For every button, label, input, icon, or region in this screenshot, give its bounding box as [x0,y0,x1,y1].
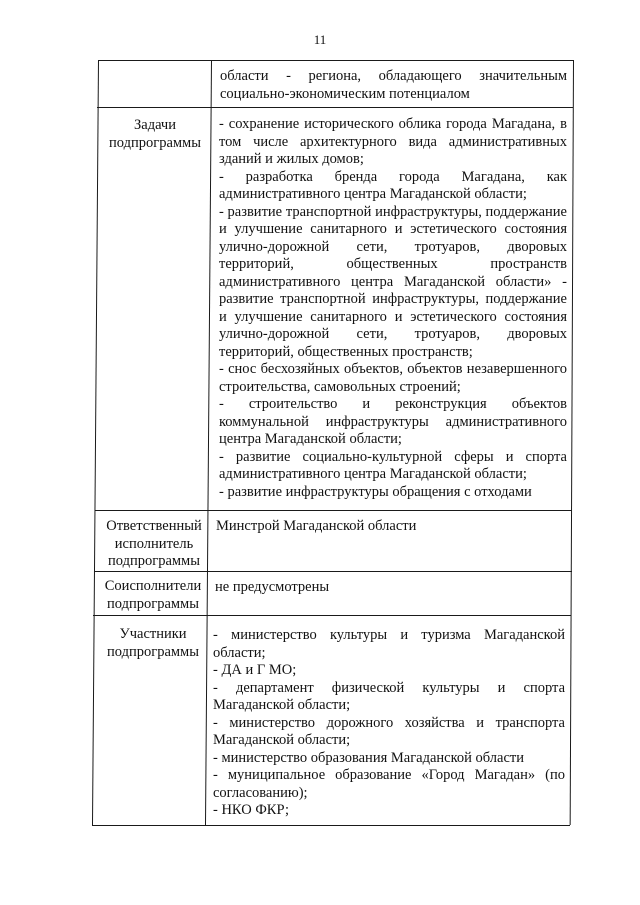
text-line: административного центра Магаданской области» - [219,273,567,290]
label-line: подпрограммы [107,595,199,612]
text-line: улично-дорожной сети, тротуаров, дворовых [219,326,567,342]
row-3-value [216,518,566,536]
text-line: коммунальной инфраструктуры административного [219,413,567,430]
text-line: и улучшение санитарного и эстетического состояния [219,221,567,237]
text-line: - министерство образования Магаданской области [213,749,525,766]
row-divider [95,510,572,511]
row-divider [97,107,573,108]
table-right-border [570,60,574,825]
text-line: - НКО ФКР; [213,802,290,818]
row-divider [94,571,572,572]
text-line: административного центра Магаданской области; [219,466,527,482]
text-line: развитие транспортной инфраструктуры, поддержание [219,291,567,307]
row-2-value [219,116,567,501]
label-line: исполнитель [114,535,194,552]
table-bottom-border [92,825,570,826]
row-1-value [220,68,567,103]
text-line: - разработка бренда города Магадана, как [219,168,567,185]
text-line: зданий и жилых домов; [219,151,364,167]
column-divider [205,60,212,825]
label-line: подпрограммы [108,553,200,569]
table-top-border [98,60,574,61]
text-line: области; [213,644,266,661]
text-line: территорий, общественных пространств; [219,343,473,360]
text-line: области - региона, обладающего значительным [220,68,567,84]
text-line: согласованию); [213,784,308,801]
text-line: и улучшение санитарного и эстетического состояния [219,308,567,325]
text-line: - развитие инфраструктуры обращения с отходами [219,483,532,500]
text-line: Минстрой Магаданской области [216,518,417,534]
text-line: - министерство дорожного хозяйства и транспорта [213,714,565,731]
row-4-value [215,579,565,597]
text-line: - снос бесхозяйных объектов, объектов незавершенного [219,361,567,377]
subprogram-passport-table [92,60,574,825]
text-line: не предусмотрены [215,579,330,595]
text-line: социально-экономическим потенциалом [220,85,470,102]
text-line: административного центра Магаданской области; [219,186,527,202]
text-line: - развитие социально-культурной сферы и спорта [219,448,567,465]
label-line: подпрограммы [107,643,199,660]
text-line: строительства, самовольных строений; [219,378,461,395]
text-line: - сохранение исторического облика города Магадана, в [219,116,567,132]
text-line: Магаданской области; [213,697,351,713]
text-line: - муниципальное образование «Город Магадан» (по [213,767,565,783]
text-line: - развитие транспортной инфраструктуры, поддержание [219,203,567,220]
text-line: территорий, общественных пространств [219,256,567,272]
row-divider [93,615,571,616]
text-line: центра Магаданской области; [219,431,402,447]
label-line: Участники [119,626,187,642]
row-3-label [100,518,208,571]
label-line: подпрограммы [109,134,201,151]
label-line: Задачи [134,117,176,133]
text-line: улично-дорожной сети, тротуаров, дворовых [219,238,567,255]
label-line: Ответственный [106,518,202,534]
table-left-border [92,60,99,825]
row-2-label [102,117,208,152]
label-line: Соисполнители [104,578,202,594]
text-line: - строительство и реконструкция объектов [219,396,567,412]
text-line: Магаданской области; [213,732,351,748]
row-4-label [98,578,208,613]
text-line: - департамент физической культуры и спорта [213,679,565,696]
row-5-label [98,626,208,661]
text-line: - министерство культуры и туризма Магаданской [213,627,565,643]
text-line: том числе архитектурного вида административных [219,133,567,150]
row-5-value [213,627,565,820]
text-line: - ДА и Г МО; [213,662,297,678]
page-number: 11 [313,32,327,47]
